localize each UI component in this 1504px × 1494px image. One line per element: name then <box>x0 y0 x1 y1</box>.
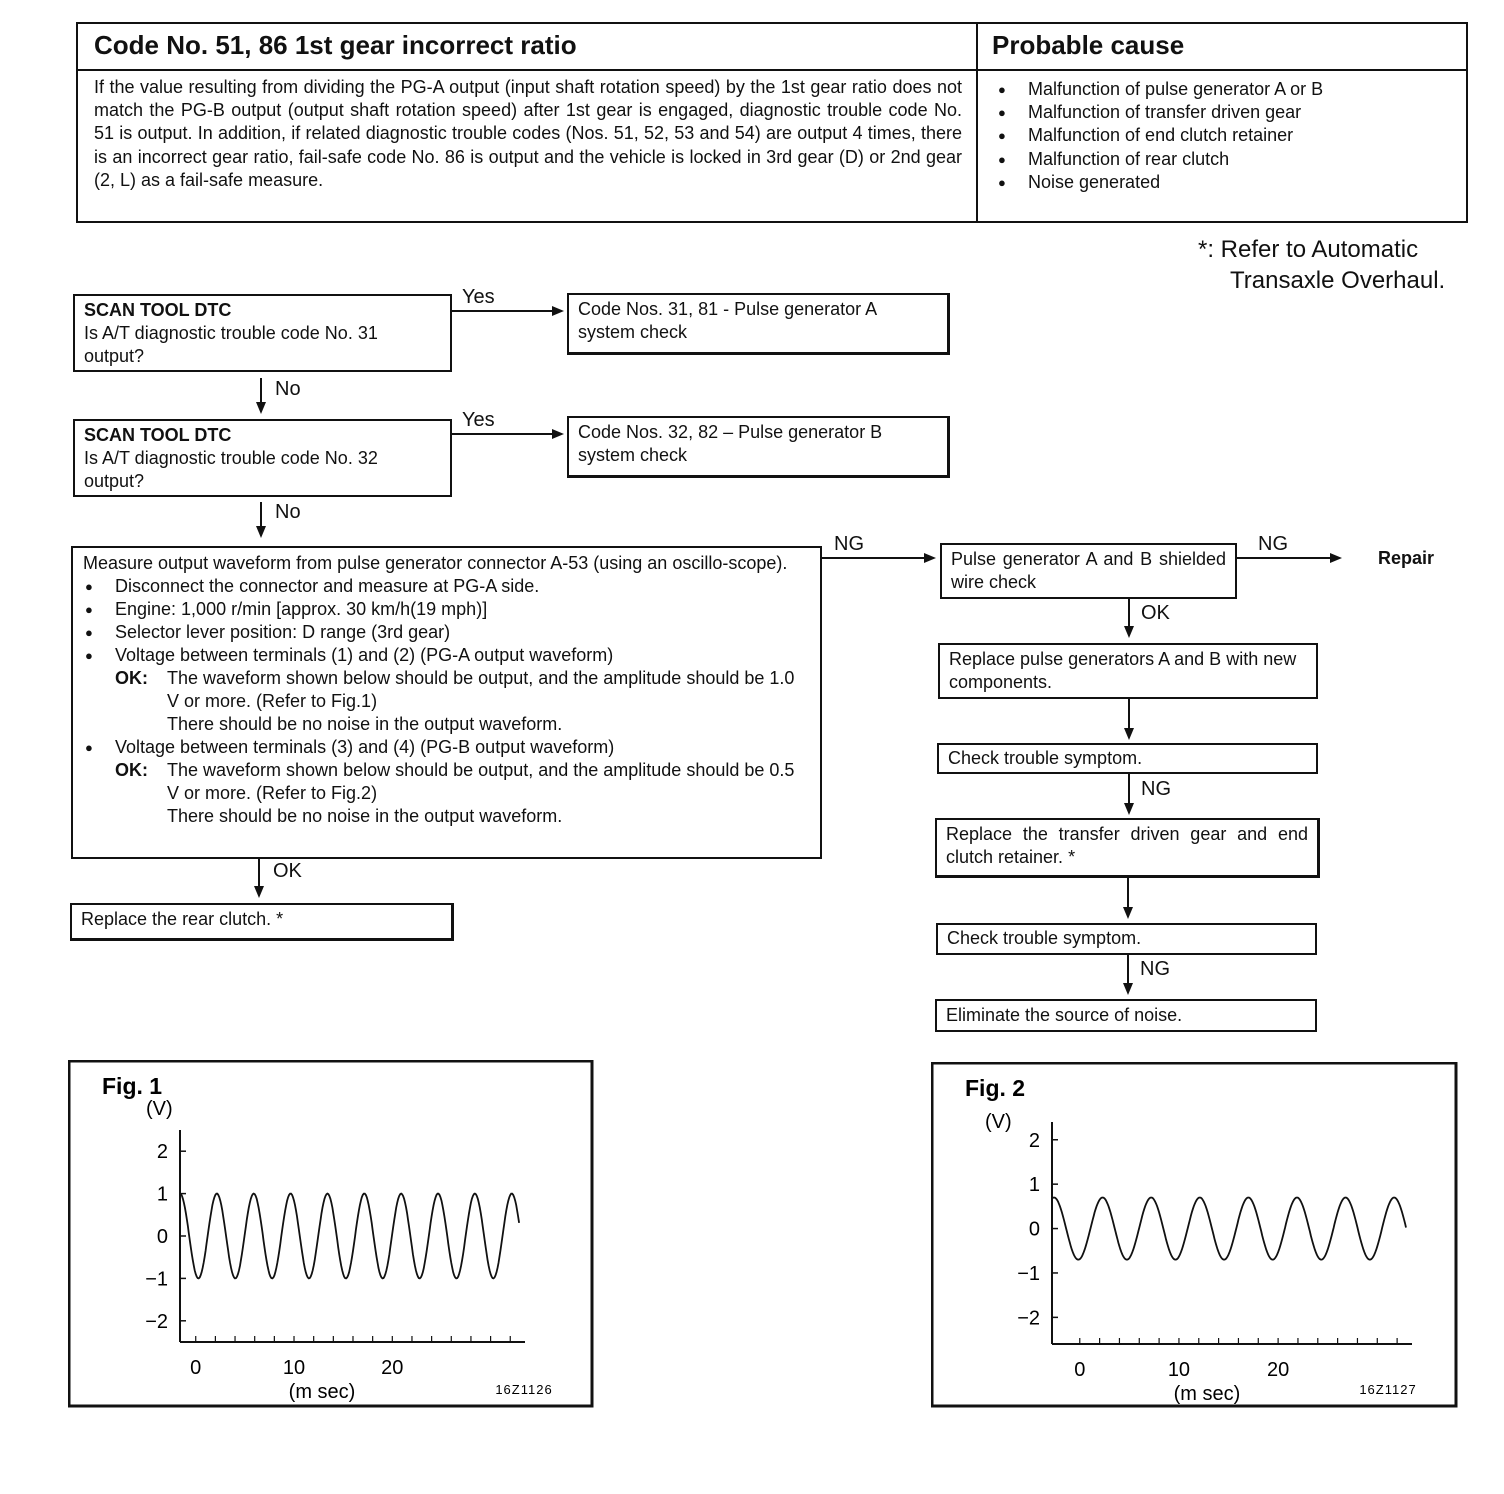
cause-item: ● Noise generated <box>996 171 1323 194</box>
ng-label: NG <box>1258 533 1288 555</box>
repair-label: Repair <box>1378 548 1435 568</box>
measure-bullet: ● Disconnect the connector and measure at PG-A side. <box>83 575 810 598</box>
eliminate-noise: Eliminate the source of noise. <box>935 999 1317 1032</box>
q1-title: SCAN TOOL DTC <box>84 300 232 320</box>
cause-item: ● Malfunction of rear clutch <box>996 148 1323 171</box>
q2-text: Is A/T diagnostic trouble code No. 32 output? <box>84 448 378 491</box>
y-tick-label: 0 <box>156 1226 168 1248</box>
x-tick-label: 20 <box>381 1357 404 1379</box>
overhaul-note <box>1198 234 1445 296</box>
replace-rear-clutch: Replace the rear clutch. * <box>70 903 454 941</box>
ng-label: NG <box>834 533 864 555</box>
ng-label: NG <box>1141 778 1171 800</box>
y-unit-label: (V) <box>985 1111 1012 1133</box>
x-axis-label: (m sec) <box>288 1381 356 1403</box>
note-line: Transaxle Overhaul. <box>1230 267 1446 294</box>
x-tick-label: 0 <box>190 1357 202 1379</box>
check-trouble-symptom-2: Check trouble symptom. <box>936 923 1317 955</box>
figure-title: Fig. 2 <box>965 1075 1026 1101</box>
ok-label: OK <box>1141 602 1170 624</box>
probable-cause-title: Probable cause <box>992 30 1185 60</box>
x-tick-label: 10 <box>282 1357 306 1379</box>
y-tick-label: 1 <box>1028 1174 1040 1197</box>
x-axis-label: (m sec) <box>1173 1383 1241 1405</box>
replace-pulse-generators: Replace pulse generators A and B with new components. <box>938 643 1318 699</box>
q1-text: Is A/T diagnostic trouble code No. 31 output? <box>84 323 378 366</box>
ng-label: NG <box>1140 958 1170 980</box>
x-tick-label: 10 <box>1167 1359 1191 1381</box>
x-tick-label: 20 <box>1266 1359 1290 1381</box>
x-tick-label: 0 <box>1074 1359 1086 1381</box>
y-tick-label: 0 <box>1028 1218 1040 1241</box>
measure-bullet: ● Engine: 1,000 r/min [approx. 30 km/h(19 mph)] <box>83 598 810 621</box>
fig1-chart <box>68 1060 594 1408</box>
header-table <box>76 22 1468 223</box>
check-trouble-symptom-1: Check trouble symptom. <box>937 743 1318 774</box>
fig2-chart <box>931 1062 1458 1408</box>
measure-bullet: ● Voltage between terminals (1) and (2) (PG-A output waveform) <box>83 644 810 667</box>
y-unit-label: (V) <box>146 1098 173 1120</box>
ok-label: OK: <box>115 668 148 688</box>
yes-label: Yes <box>462 409 495 431</box>
figure-title: Fig. 1 <box>102 1073 163 1099</box>
cause-item: ● Malfunction of end clutch retainer <box>996 124 1323 147</box>
dtc32-question <box>73 419 452 497</box>
y-tick-label: −1 <box>145 1268 168 1291</box>
y-tick-label: −2 <box>1017 1307 1040 1330</box>
ok2b-text: There should be no noise in the output waveform. <box>167 806 563 826</box>
note-line: *: Refer to Automatic <box>1198 236 1419 263</box>
y-tick-label: 1 <box>156 1183 168 1206</box>
y-tick-label: 2 <box>1028 1129 1040 1152</box>
no-label: No <box>275 378 301 400</box>
shielded-wire-check: Pulse generator A and B shielded wire check <box>940 543 1237 599</box>
cause-item: ● Malfunction of pulse generator A or B <box>996 78 1323 101</box>
ok-label: OK: <box>115 760 148 780</box>
ok2-text: The waveform shown below should be output, and the amplitude should be 0.5 V or more. (Refer to Fig.2) <box>167 760 795 803</box>
replace-transfer-gear: Replace the transfer driven gear and end clutch retainer. * <box>935 818 1320 878</box>
pg-b-check: Code Nos. 32, 82 – Pulse generator B system check <box>567 416 950 478</box>
ok1-text: The waveform shown below should be output, and the amplitude should be 1.0 V or more. (Refer to Fig.1) <box>167 668 795 711</box>
measure-intro: Measure output waveform from pulse generator connector A-53 (using an oscillo-scope). <box>83 553 788 573</box>
ok-label: OK <box>273 860 302 882</box>
q2-title: SCAN TOOL DTC <box>84 425 232 445</box>
y-tick-label: −2 <box>145 1310 168 1333</box>
page-title: Code No. 51, 86 1st gear incorrect ratio <box>94 30 577 60</box>
description: If the value resulting from dividing the PG-A output (input shaft rotation speed) by the 1st gear ratio does not match the PG-B output (output shaft rotation speed) after 1st gear is engaged, diagnostic trouble code No. 51 is output. In addition, if related diagnostic trouble codes (Nos. 51, 52, 53 and 54) are output 4 times, there is an incorrect gear ratio, fail-safe code No. 86 is output and the vehicle is locked in 3rd gear (D) or 2nd gear (2, L) as a fail-safe measure. <box>94 77 962 190</box>
cause-item: ● Malfunction of transfer driven gear <box>996 101 1323 124</box>
ok1b-text: There should be no noise in the output waveform. <box>167 714 563 734</box>
pg-a-check: Code Nos. 31, 81 - Pulse generator A system check <box>567 293 950 355</box>
figure-code: 16Z1127 <box>1359 1382 1417 1397</box>
measure-waveform-step <box>71 546 822 859</box>
yes-label: Yes <box>462 286 495 308</box>
measure-bullet: ● Voltage between terminals (3) and (4) (PG-B output waveform) <box>83 736 810 759</box>
y-tick-label: −1 <box>1017 1262 1040 1285</box>
dtc31-question <box>73 294 452 372</box>
y-tick-label: 2 <box>156 1141 168 1164</box>
cause-list <box>996 78 1323 194</box>
measure-bullet: ● Selector lever position: D range (3rd gear) <box>83 621 810 644</box>
figure-code: 16Z1126 <box>495 1382 553 1397</box>
no-label: No <box>275 501 301 523</box>
